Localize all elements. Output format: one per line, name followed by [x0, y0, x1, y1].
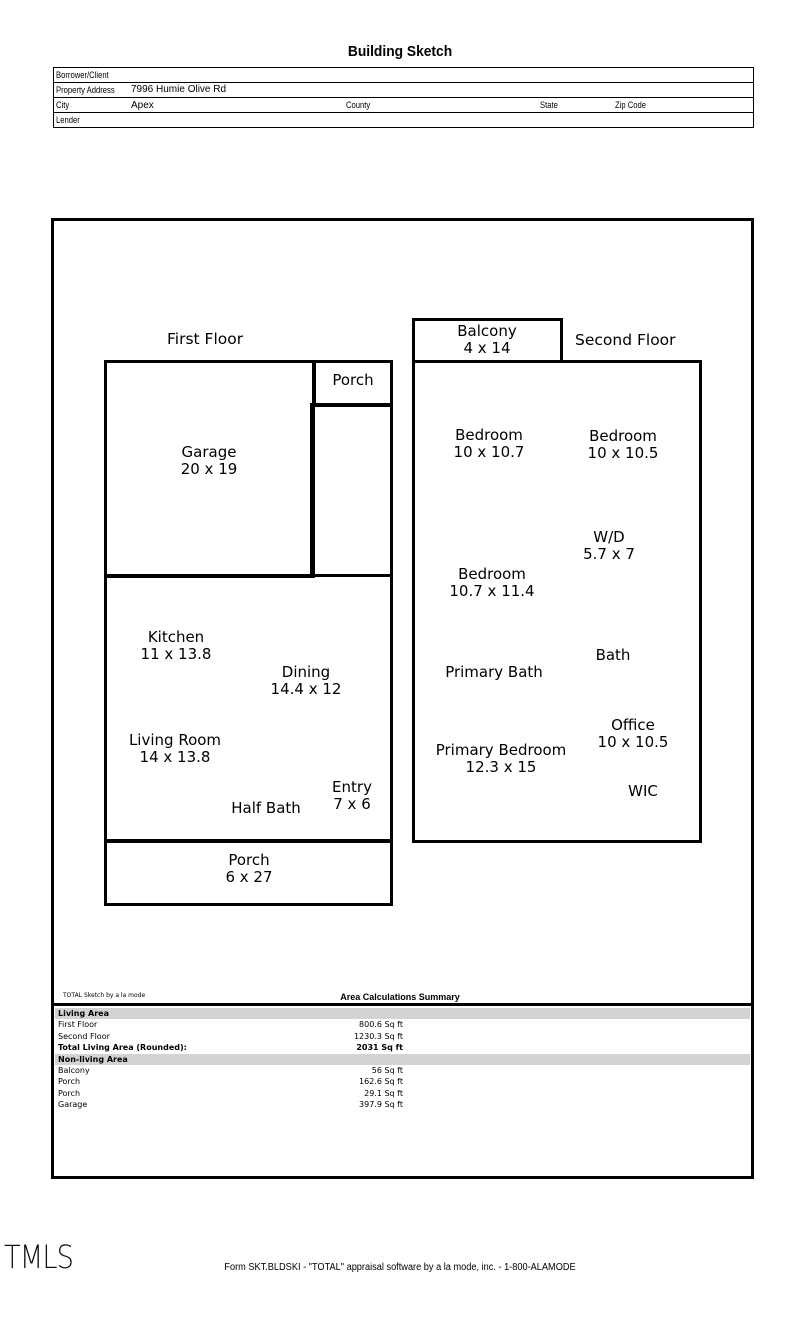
property-info-table: [53, 67, 754, 128]
address-value: 7996 Humie Olive Rd: [131, 84, 227, 95]
total-living-row: Total Living Area (Rounded): 2031 Sq ft: [58, 1043, 403, 1053]
city-label: City: [56, 100, 70, 110]
bath-label: Bath: [595, 646, 631, 664]
summary-row: Second Floor 1230.3 Sq ft: [58, 1031, 403, 1041]
area-summary-table: [55, 1008, 750, 1111]
page-title: Building Sketch: [347, 43, 453, 60]
summary-row: Porch 162.6 Sq ft: [58, 1077, 403, 1087]
wd-label: W/D 5.7 x 7: [583, 528, 635, 563]
bedroom-1-label: Bedroom 10 x 10.7: [453, 426, 525, 461]
living-room-label: Living Room 14 x 13.8: [128, 731, 222, 766]
bedroom-3-label: Bedroom 10.7 x 11.4: [449, 565, 535, 600]
tmls-watermark-logo: TMLS: [4, 1238, 74, 1276]
front-porch-label: Porch 6 x 27: [225, 851, 273, 886]
half-bath-label: Half Bath: [231, 799, 301, 817]
garage-label: Garage 20 x 19: [180, 443, 238, 478]
state-label: State: [540, 100, 558, 110]
balcony-label: Balcony 4 x 14: [457, 322, 517, 357]
bedroom-2-label: Bedroom 10 x 10.5: [587, 427, 659, 462]
city-row: [54, 98, 753, 113]
second-floor-label: Second Floor: [575, 331, 676, 349]
summary-title: Area Calculations Summary: [340, 992, 460, 1002]
borrower-row: [54, 68, 753, 83]
address-label: Property Address: [56, 85, 115, 95]
city-value: Apex: [131, 100, 154, 111]
living-area-header: Living Area: [55, 1008, 750, 1019]
summary-divider: [54, 1003, 751, 1006]
first-floor-label: First Floor: [167, 330, 244, 348]
wic-label: WIC: [628, 782, 658, 800]
borrower-label: Borrower/Client: [56, 70, 109, 80]
office-label: Office 10 x 10.5: [597, 716, 669, 751]
lender-row: [54, 113, 753, 127]
form-footer: Form SKT.BLDSKI - "TOTAL" appraisal software by a la mode, inc. - 1-800-ALAMODE: [224, 1262, 576, 1273]
county-label: County: [346, 100, 371, 110]
zip-label: Zip Code: [615, 100, 647, 110]
software-note: TOTAL Sketch by a la mode: [63, 992, 146, 999]
summary-row: First Floor 800.6 Sq ft: [58, 1020, 403, 1030]
dining-label: Dining 14.4 x 12: [270, 663, 342, 698]
kitchen-label: Kitchen 11 x 13.8: [140, 628, 212, 663]
nonliving-area-header: Non-living Area: [55, 1054, 750, 1065]
entry-label: Entry 7 x 6: [332, 778, 372, 813]
address-row: [54, 83, 753, 98]
lender-label: Lender: [56, 115, 80, 125]
summary-row: Garage 397.9 Sq ft: [58, 1100, 403, 1110]
summary-row: Porch 29.1 Sq ft: [58, 1088, 403, 1098]
porch-small-label: Porch: [332, 371, 374, 389]
primary-bedroom-label: Primary Bedroom 12.3 x 15: [435, 741, 567, 776]
primary-bath-label: Primary Bath: [445, 663, 543, 681]
summary-row: Balcony 56 Sq ft: [58, 1065, 403, 1075]
